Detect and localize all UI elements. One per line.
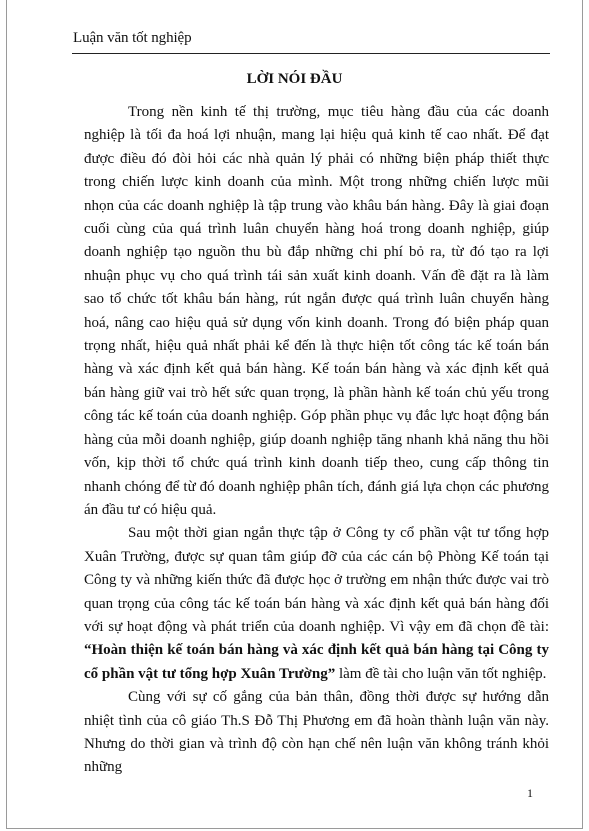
header-rule	[72, 53, 550, 54]
body-text	[84, 101, 549, 780]
thesis-title-bold: “Hoàn thiện kế toán bán hàng và xác định kết quả bán hàng tại Công ty cổ phần vật tư tổng hợp Xuân Trường”	[84, 642, 549, 682]
paragraph-intro: Trong nền kinh tế thị trường, mục tiêu hàng đầu của các doanh nghiệp là tối đa hoá lợi nhuận, mang lại hiệu quả kinh tế cao nhất. Để đạt được điều đó đòi hỏi các nhà quản lý phải có những biện pháp thiết thực trong chiến lược kinh doanh của mình. Một trong những chiến lược mũi nhọn của các doanh nghiệp là tập trung vào khâu bán hàng. Đây là giai đoạn cuối cùng của quá trình luân chuyển hàng hoá trong doanh nghiệp, giúp doanh nghiệp tạo nguồn thu bù đắp những chi phí bỏ ra, từ đó tạo ra lợi nhuận phục vụ cho quá trình tái sản xuất kinh doanh. Vấn đề đặt ra là làm sao tổ chức tốt khâu bán hàng, rút ngắn được quá trình luân chuyển hàng hoá, nâng cao hiệu quả sử dụng vốn kinh doanh. Trong đó biện pháp quan trọng nhất, hiệu quả nhất phải kể đến là thực hiện tốt công tác kế toán bán hàng và xác định kết quả bán hàng. Kế toán bán hàng và xác định kết quả bán hàng giữ vai trò hết sức quan trọng, là phần hành kế toán chủ yếu trong công tác kế toán của doanh nghiệp. Góp phần phục vụ đắc lực hoạt động bán hàng của mỗi doanh nghiệp, giúp doanh nghiệp tăng nhanh khả năng thu hồi vốn, kịp thời tổ chức quá trình kinh doanh tiếp theo, cung cấp thông tin nhanh chóng để từ đó doanh nghiệp phân tích, đánh giá lựa chọn các phương án đầu tư có hiệu quả.	[84, 104, 549, 518]
paragraph-topic-tail: làm đề tài cho luận văn tốt nghiệp.	[335, 665, 547, 682]
paragraph-topic	[84, 522, 549, 686]
running-header: Luận văn tốt nghiệp	[73, 30, 192, 46]
page-number: 1	[527, 786, 533, 800]
paragraph-acknowledgement: Cùng với sự cố gắng của bản thân, đồng thời được sự hướng dẫn nhiệt tình của cô giáo Th.S Đỗ Thị Phương em đã hoàn thành luận văn này. Nhưng do thời gian và trình độ còn hạn chế nên luận văn không tránh khỏi những	[84, 689, 549, 776]
section-title: LỜI NÓI ĐẦU	[246, 71, 343, 87]
paragraph-topic-text: Sau một thời gian ngắn thực tập ở Công ty cổ phần vật tư tổng hợp Xuân Trường, được sự quan tâm giúp đỡ của các cán bộ Phòng Kế toán tại Công ty và những kiến thức đã được học ở trường em nhận thức được vai trò quan trọng của công tác kế toán bán hàng và xác định kết quả bán hàng đối với sự hoạt động và phát triển của doanh nghiệp. Vì vậy em đã chọn đề tài:	[84, 525, 549, 635]
